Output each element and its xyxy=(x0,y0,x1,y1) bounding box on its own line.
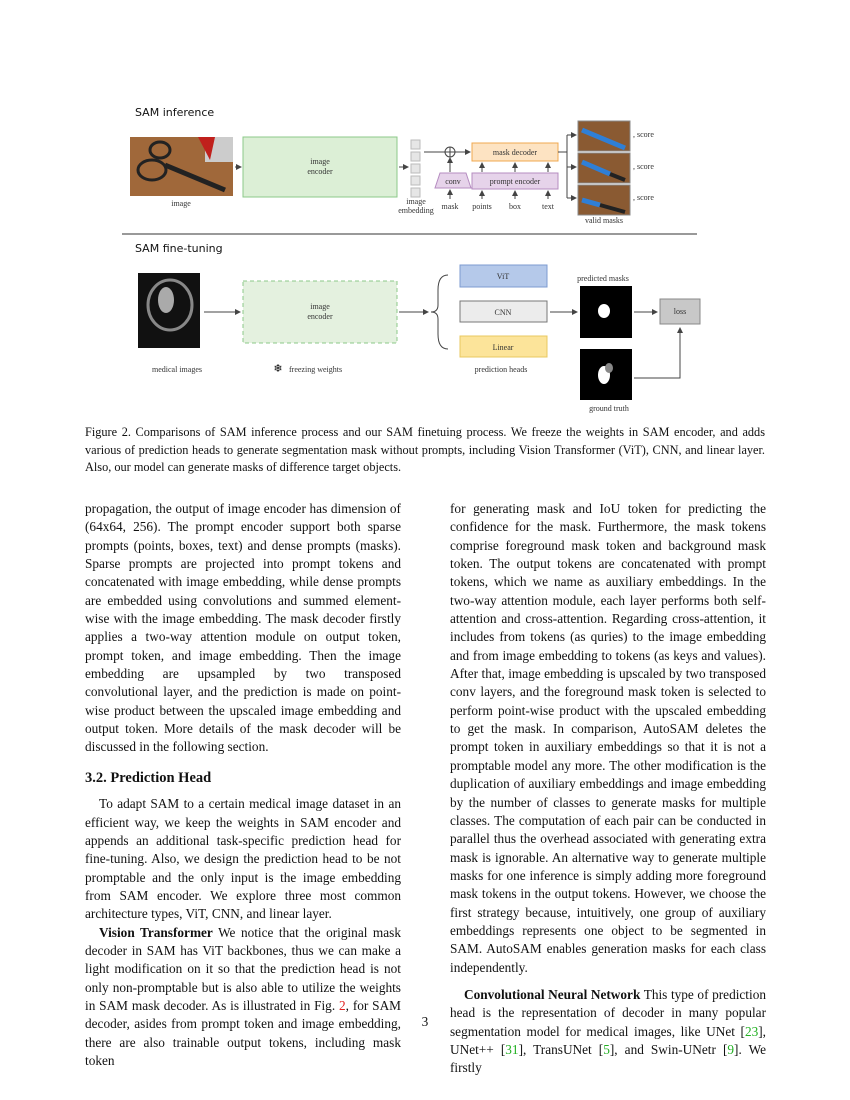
prediction-heads-label: prediction heads xyxy=(474,365,528,374)
paragraph: propagation, the output of image encoder has dimension of (64x64, 256). The prompt encoder support both sparse prompts (points, boxes, text) and dense prompts (masks). Sparse prompts are projected into prompt tokens and concatenated with image embedding, while dense prompts are embedded using convolutions and summed element-wise with the image embedding. The mask decoder firstly applies a two-way attention module on output token, prompt token, and image embedding. Then the image embedding are upsampled by two transposed convolutional layer, and the prediction is made on point-wise product between the upscaled image embedding and output token. More details of the mask decoder will be discussed in the following section. xyxy=(85,501,401,755)
paragraph-lead: Vision Transformer xyxy=(99,924,213,940)
predicted-masks-label: predicted masks xyxy=(577,274,629,283)
encoder-label: encoder xyxy=(307,312,333,321)
inference-title: SAM inference xyxy=(135,106,215,119)
page-number: 3 xyxy=(421,1014,429,1029)
prompt-encoder-label: prompt encoder xyxy=(489,177,541,186)
freezing-weights-label: freezing weights xyxy=(289,365,343,374)
input-label: mask xyxy=(441,202,459,211)
valid-mask-thumbnails xyxy=(578,121,630,215)
mask-decoder-label: mask decoder xyxy=(492,148,538,157)
text: ], TransUNet [ xyxy=(518,1041,604,1057)
conv-label: conv xyxy=(445,177,461,186)
paragraph xyxy=(85,924,401,1071)
citation-link[interactable]: 23 xyxy=(744,1023,759,1039)
paragraph: for generating mask and IoU token for predicting the confidence for the mask. Furthermore, the mask tokens comprise foreground mask token and background mask token. The output tokens are concatenated with prompt tokens, which we name as auxiliary embeddings. In the two-way attention module, each layer performs both self-attention and cross-attention. Regarding cross-attention, it includes from tokens (as quries) to the image embedding and from image embedding to tokens (as keys and values). After that, image embedding is upscaled by two transposed conv layers, and the foreground mask token is selected to perform point-wise product with the upscaled embedding to get the mask. In comparison, AutoSAM deletes the prompt token in auxiliary embeddings so that it is not a promptable model any more. The other modification is the duplication of auxiliary embeddings and image embedding by the number of classes to generate masks for multiple classes. The computation of each pair can be conducted in parallel thus the overhead associated with generating extra mask is ignorable. An alternative way to generate multiple masks for one inference is simply adding more foreground mask tokens in the output tokens. However, we choose the first strategy because, intuitively, one group of auxiliary embeddings represents one object to be segmented in SAM. AutoSAM enables generation masks for each class independently. xyxy=(450,501,766,975)
citation-link[interactable]: 31 xyxy=(505,1041,519,1057)
input-label: text xyxy=(542,202,554,211)
text: We notice that the original mask decoder in SAM has ViT backbones, thus we can make a light modification on it so that the prediction head is not only non-promptable but is also able to utilize the weights in SAM mask decoder. As is illustrated in Fig. xyxy=(85,924,401,1013)
encoder-label: encoder xyxy=(307,167,333,176)
scissors-image xyxy=(130,137,233,196)
ground-truth-label: ground truth xyxy=(589,404,629,413)
paragraph-lead: Convolutional Neural Network xyxy=(464,986,641,1002)
finetune-title: SAM fine-tuning xyxy=(135,242,223,255)
paragraph xyxy=(450,986,766,1078)
vit-label: ViT xyxy=(496,272,510,281)
embedding-label: image xyxy=(406,197,426,206)
brace xyxy=(431,275,448,349)
figure-caption: Figure 2. Comparisons of SAM inference process and our SAM finetuing process. We freeze the weights in SAM encoder, and adds various of prediction heads to generate segmentation mask without prompts, including Vision Transformer (ViT), CNN, and linear layer. Also, our model can generate masks of difference target objects. xyxy=(85,425,765,474)
encoder-label: image xyxy=(310,157,330,166)
cnn-label: CNN xyxy=(494,308,512,317)
snowflake-icon: ❄ xyxy=(273,363,283,375)
text: This type of prediction head is the representation of decoder in many popular segmentation model for medical images, like UNet [ xyxy=(450,986,766,1039)
loss-label: loss xyxy=(673,307,687,316)
right-column xyxy=(450,500,766,1078)
valid-masks-label: valid masks xyxy=(585,216,623,225)
score-label: , score xyxy=(633,162,654,171)
image-label: image xyxy=(171,199,191,208)
figure-2 xyxy=(0,0,850,420)
medical-images-label: medical images xyxy=(152,365,202,374)
input-label: points xyxy=(472,202,492,211)
citation-link[interactable]: 9 xyxy=(727,1041,735,1057)
embedding-squares xyxy=(411,140,420,197)
encoder-label: image xyxy=(310,302,330,311)
text: ], and Swin-UNetr [ xyxy=(609,1041,728,1057)
linear-label: Linear xyxy=(492,343,514,352)
input-label: box xyxy=(509,202,521,211)
text: , for SAM decoder, asides from prompt token and image embedding, there are also trainable output tokens, including mask token xyxy=(85,997,401,1068)
text: ], UNet++ [ xyxy=(450,1023,766,1057)
section-heading: 3.2. Prediction Head xyxy=(85,769,212,786)
left-column xyxy=(85,500,401,1070)
text: ]. We firstly xyxy=(450,1041,766,1076)
embedding-label: embedding xyxy=(398,206,434,215)
paragraph: To adapt SAM to a certain medical image dataset in an efficient way, we keep the weights in SAM encoder and appends an additional task-specific prediction head for fine-tuning. Also, we design the prediction head to be not promptable and the only input is the image embedding from SAM encoder. We explore three most common architecture types, ViT, CNN, and linear layer. xyxy=(85,796,401,922)
score-label: , score xyxy=(633,130,654,139)
score-label: , score xyxy=(633,193,654,202)
figure-ref-link[interactable]: 2 xyxy=(339,997,346,1013)
citation-link[interactable]: 5 xyxy=(603,1041,610,1057)
medical-image xyxy=(138,273,200,348)
